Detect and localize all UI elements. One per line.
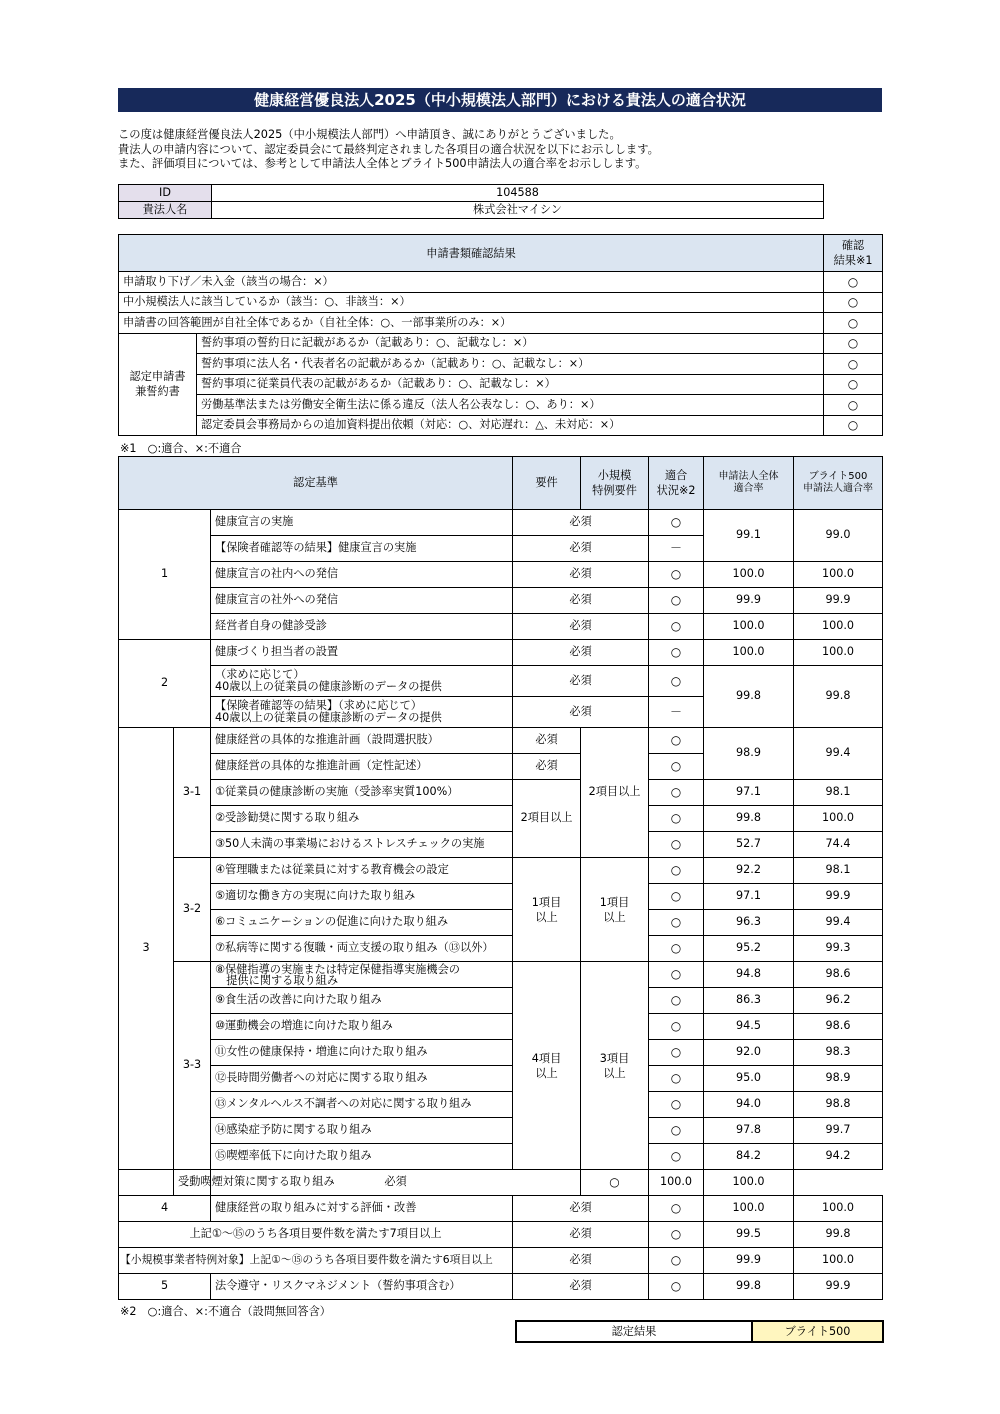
status: ○ <box>649 562 704 588</box>
bright-rate: 99.4 <box>794 728 883 780</box>
bright-rate: 99.3 <box>794 936 883 962</box>
pledge-row-label: 誓約事項に法人名・代表者名の記載があるか（記載あり：○、記載なし：×） <box>197 354 824 375</box>
bright-rate: 99.9 <box>794 1274 883 1300</box>
all-rate: 94.0 <box>704 1092 794 1118</box>
all-rate: 97.8 <box>704 1118 794 1144</box>
criteria-label: 【保険者確認等の結果】健康宣言の実施 <box>211 536 513 562</box>
header-bright-rate: ブライト500 申請法人適合率 <box>794 457 883 510</box>
criteria-label: 健康宣言の実施 <box>211 510 513 536</box>
header-all-rate: 申請法人全体 適合率 <box>704 457 794 510</box>
criteria-label: 健康経営の取り組みに対する評価・改善 <box>211 1196 513 1222</box>
pledge-group-label: 認定申請書 兼誓約書 <box>119 333 197 436</box>
bright-rate: 98.8 <box>794 1092 883 1118</box>
criteria-label: ⑥コミュニケーションの促進に向けた取り組み <box>211 910 513 936</box>
criteria-label: ①従業員の健康診断の実施（受診率実質100%） <box>211 780 513 806</box>
spacer-cell <box>119 1170 174 1196</box>
bright-rate: 98.9 <box>794 1066 883 1092</box>
bright-rate: 100.0 <box>794 1248 883 1274</box>
group-number: 4 <box>119 1196 211 1222</box>
bright-rate: 98.6 <box>794 1014 883 1040</box>
requirement: 必須 <box>513 1222 649 1248</box>
subgroup-number: 3-3 <box>174 962 211 1170</box>
requirement: 必須 <box>513 728 581 754</box>
intro-line: 貴法人の申請内容について、認定委員会にて最終判定されました各項目の適合状況を以下にお示しします。 <box>118 142 659 156</box>
requirement: 必須 <box>513 614 649 640</box>
status: ○ <box>649 858 704 884</box>
criteria-label: ⑧保健指導の実施または特定保健指導実施機会の 提供に関する取り組み <box>211 962 513 988</box>
all-rate: 97.1 <box>704 780 794 806</box>
requirement: 必須 <box>513 536 649 562</box>
bright-rate: 100.0 <box>704 1170 794 1196</box>
status: ○ <box>649 1092 704 1118</box>
header-special: 小規模 特例要件 <box>581 457 649 510</box>
bright-rate: 100.0 <box>794 562 883 588</box>
pledge-row-result: ○ <box>824 374 883 395</box>
bright-rate: 99.0 <box>794 510 883 562</box>
all-rate: 99.8 <box>704 806 794 832</box>
criteria-label: ⑪女性の健康保持・増進に向けた取り組み <box>211 1040 513 1066</box>
bright-rate: 99.8 <box>794 666 883 728</box>
status: ○ <box>649 588 704 614</box>
criteria-label: 健康経営の具体的な推進計画（設問選択肢） <box>211 728 513 754</box>
requirement: 必須 <box>513 666 649 697</box>
requirement: 必須 <box>513 1248 649 1274</box>
all-rate: 86.3 <box>704 988 794 1014</box>
criteria-label: 健康宣言の社外への発信 <box>211 588 513 614</box>
pledge-row-label: 誓約事項に従業員代表の記載があるか（記載あり：○、記載なし：×） <box>197 374 824 395</box>
criteria-label: 健康づくり担当者の設置 <box>211 640 513 666</box>
confirm-row-result: ○ <box>824 292 883 313</box>
requirement: 1項目 以上 <box>513 858 581 962</box>
status: ○ <box>649 1222 704 1248</box>
confirm-header: 申請書類確認結果 <box>119 235 824 272</box>
requirement: 必須 <box>513 562 649 588</box>
all-rate: 52.7 <box>704 832 794 858</box>
bright-rate: 99.7 <box>794 1118 883 1144</box>
status: － <box>649 536 704 562</box>
confirm-row-label: 中小規模法人に該当しているか（該当：○、非該当：×） <box>119 292 824 313</box>
status: ○ <box>649 832 704 858</box>
status: ○ <box>649 988 704 1014</box>
bright-rate: 96.2 <box>794 988 883 1014</box>
id-label: ID <box>119 185 212 202</box>
status: ○ <box>649 1274 704 1300</box>
status: ○ <box>649 1040 704 1066</box>
criteria-label: ⑨食生活の改善に向けた取り組み <box>211 988 513 1014</box>
all-rate: 100.0 <box>649 1170 704 1196</box>
criteria-label: 法令遵守・リスクマネジメント（誓約事項含む） <box>211 1274 513 1300</box>
all-rate: 97.1 <box>704 884 794 910</box>
group-number: 2 <box>119 640 211 728</box>
bright-rate: 99.8 <box>794 1222 883 1248</box>
pledge-row-label: 労働基準法または労働安全衛生法に係る違反（法人名公表なし：○、あり：×） <box>197 395 824 416</box>
status: ○ <box>649 1196 704 1222</box>
status: ○ <box>581 1170 649 1196</box>
confirmation-table <box>118 234 883 436</box>
name-label: 貴法人名 <box>119 202 212 219</box>
status: ○ <box>649 666 704 697</box>
all-rate: 99.9 <box>704 1248 794 1274</box>
criteria-label: ③50人未満の事業場におけるストレスチェックの実施 <box>211 832 513 858</box>
status: ○ <box>649 884 704 910</box>
criteria-label: ⑭感染症予防に関する取り組み <box>211 1118 513 1144</box>
page-title: 健康経営優良法人2025（中小規模法人部門）における貴法人の適合状況 <box>118 88 882 112</box>
all-rate: 95.0 <box>704 1066 794 1092</box>
bright-rate: 98.6 <box>794 962 883 988</box>
criteria-label: 【保険者確認等の結果】（求めに応じて） 40歳以上の従業員の健康診断のデータの提供 <box>211 697 513 728</box>
criteria-label: ⑦私病等に関する復職・両立支援の取り組み（⑬以外） <box>211 936 513 962</box>
status: ○ <box>649 614 704 640</box>
bright-rate: 99.4 <box>794 910 883 936</box>
header-criteria: 認定基準 <box>119 457 513 510</box>
status: ○ <box>649 910 704 936</box>
all-rate: 99.8 <box>704 666 794 728</box>
group-number: 5 <box>119 1274 211 1300</box>
header-requirement: 要件 <box>513 457 581 510</box>
id-table <box>118 184 824 219</box>
intro-line: この度は健康経営優良法人2025（中小規模法人部門）へ申請頂き、誠にありがとうございました。 <box>118 128 621 141</box>
all-rate: 100.0 <box>704 640 794 666</box>
pledge-row-result: ○ <box>824 415 883 436</box>
note-2: ※2 ○:適合、×:不適合（設問無回答含） <box>120 1305 331 1318</box>
all-rate: 99.5 <box>704 1222 794 1248</box>
bright-rate: 74.4 <box>794 832 883 858</box>
status: ○ <box>649 1014 704 1040</box>
intro-line: また、評価項目については、参考として申請法人全体とブライト500申請法人の適合率をお示しします。 <box>118 157 647 170</box>
all-rate: 92.0 <box>704 1040 794 1066</box>
all-rate: 99.9 <box>704 588 794 614</box>
criteria-label: ⑫長時間労働者への対応に関する取り組み <box>211 1066 513 1092</box>
all-rate: 94.5 <box>704 1014 794 1040</box>
confirm-row-result: ○ <box>824 272 883 293</box>
status: ○ <box>649 780 704 806</box>
pledge-row-result: ○ <box>824 395 883 416</box>
requirement: 必須 <box>513 697 649 728</box>
criteria-label: ②受診勧奨に関する取り組み <box>211 806 513 832</box>
status: ○ <box>649 754 704 780</box>
criteria-label: （求めに応じて） 40歳以上の従業員の健康診断のデータの提供 <box>211 666 513 697</box>
bright-rate: 99.9 <box>794 884 883 910</box>
criteria-label: 【小規模事業者特例対象】上記①～⑮のうち各項目要件数を満たす6項目以上 <box>119 1248 513 1274</box>
bright-rate: 98.1 <box>794 780 883 806</box>
result-label: 認定結果 <box>516 1321 752 1342</box>
criteria-label: 上記①～⑮のうち各項目要件数を満たす7項目以上 <box>119 1222 513 1248</box>
name-value: 株式会社マイシン <box>212 202 824 219</box>
confirm-result-header: 確認 結果※1 <box>824 235 883 272</box>
status: － <box>649 697 704 728</box>
all-rate: 96.3 <box>704 910 794 936</box>
requirement: 必須 <box>211 1170 581 1196</box>
all-rate: 84.2 <box>704 1144 794 1170</box>
all-rate: 95.2 <box>704 936 794 962</box>
bright-rate: 99.9 <box>794 588 883 614</box>
bright-rate: 100.0 <box>794 640 883 666</box>
bright-rate: 100.0 <box>794 614 883 640</box>
confirm-row-result: ○ <box>824 313 883 334</box>
status: ○ <box>649 1248 704 1274</box>
status: ○ <box>649 728 704 754</box>
requirement: 必須 <box>513 1196 649 1222</box>
pledge-row-label: 認定委員会事務局からの追加資料提出依頼（対応：○、対応遅れ：△、未対応：×） <box>197 415 824 436</box>
all-rate: 98.9 <box>704 728 794 780</box>
note-1: ※1 ○:適合、×:不適合 <box>120 442 242 455</box>
all-rate: 92.2 <box>704 858 794 884</box>
all-rate: 100.0 <box>704 562 794 588</box>
confirm-row-label: 申請取り下げ／未入金（該当の場合：×） <box>119 272 824 293</box>
intro-text <box>118 128 888 172</box>
requirement: 必須 <box>513 510 649 536</box>
bright-rate: 98.1 <box>794 858 883 884</box>
special-requirement: 1項目 以上 <box>581 858 649 962</box>
subgroup-number: 3-1 <box>174 728 211 858</box>
confirm-row-label: 申請書の回答範囲が自社全体であるか（自社全体：○、一部事業所のみ：×） <box>119 313 824 334</box>
requirement: 4項目 以上 <box>513 962 581 1170</box>
requirement: 必須 <box>513 588 649 614</box>
all-rate: 100.0 <box>704 1196 794 1222</box>
bright-rate: 100.0 <box>794 806 883 832</box>
status: ○ <box>649 1144 704 1170</box>
group-number: 1 <box>119 510 211 640</box>
pledge-row-result: ○ <box>824 333 883 354</box>
status: ○ <box>649 936 704 962</box>
criteria-label: ⑤適切な働き方の実現に向けた取り組み <box>211 884 513 910</box>
group-number: 3 <box>119 728 174 1170</box>
special-requirement: 3項目 以上 <box>581 962 649 1170</box>
requirement: 必須 <box>513 640 649 666</box>
criteria-label: ⑮喫煙率低下に向けた取り組み <box>211 1144 513 1170</box>
pledge-row-result: ○ <box>824 354 883 375</box>
requirement: 必須 <box>513 1274 649 1300</box>
criteria-label: 受動喫煙対策に関する取り組み <box>174 1170 211 1196</box>
special-requirement: 2項目以上 <box>581 728 649 858</box>
result-value: ブライト500 <box>752 1321 883 1342</box>
requirement: 必須 <box>513 754 581 780</box>
pledge-row-label: 誓約事項の誓約日に記載があるか（記載あり：○、記載なし：×） <box>197 333 824 354</box>
criteria-table <box>118 456 883 1300</box>
all-rate: 94.8 <box>704 962 794 988</box>
criteria-label: ⑬メンタルヘルス不調者への対応に関する取り組み <box>211 1092 513 1118</box>
status: ○ <box>649 640 704 666</box>
all-rate: 100.0 <box>704 614 794 640</box>
requirement: 2項目以上 <box>513 780 581 858</box>
all-rate: 99.1 <box>704 510 794 562</box>
status: ○ <box>649 510 704 536</box>
bright-rate: 94.2 <box>794 1144 883 1170</box>
criteria-label: 経営者自身の健診受診 <box>211 614 513 640</box>
status: ○ <box>649 1118 704 1144</box>
bright-rate: 98.3 <box>794 1040 883 1066</box>
status: ○ <box>649 1066 704 1092</box>
all-rate: 99.8 <box>704 1274 794 1300</box>
status: ○ <box>649 806 704 832</box>
subgroup-number: 3-2 <box>174 858 211 962</box>
criteria-label: 健康宣言の社内への発信 <box>211 562 513 588</box>
criteria-label: ⑩運動機会の増進に向けた取り組み <box>211 1014 513 1040</box>
header-status: 適合 状況※2 <box>649 457 704 510</box>
result-table <box>515 1320 884 1343</box>
criteria-label: ④管理職または従業員に対する教育機会の設定 <box>211 858 513 884</box>
id-value: 104588 <box>212 185 824 202</box>
status: ○ <box>649 962 704 988</box>
bright-rate: 100.0 <box>794 1196 883 1222</box>
criteria-label: 健康経営の具体的な推進計画（定性記述） <box>211 754 513 780</box>
